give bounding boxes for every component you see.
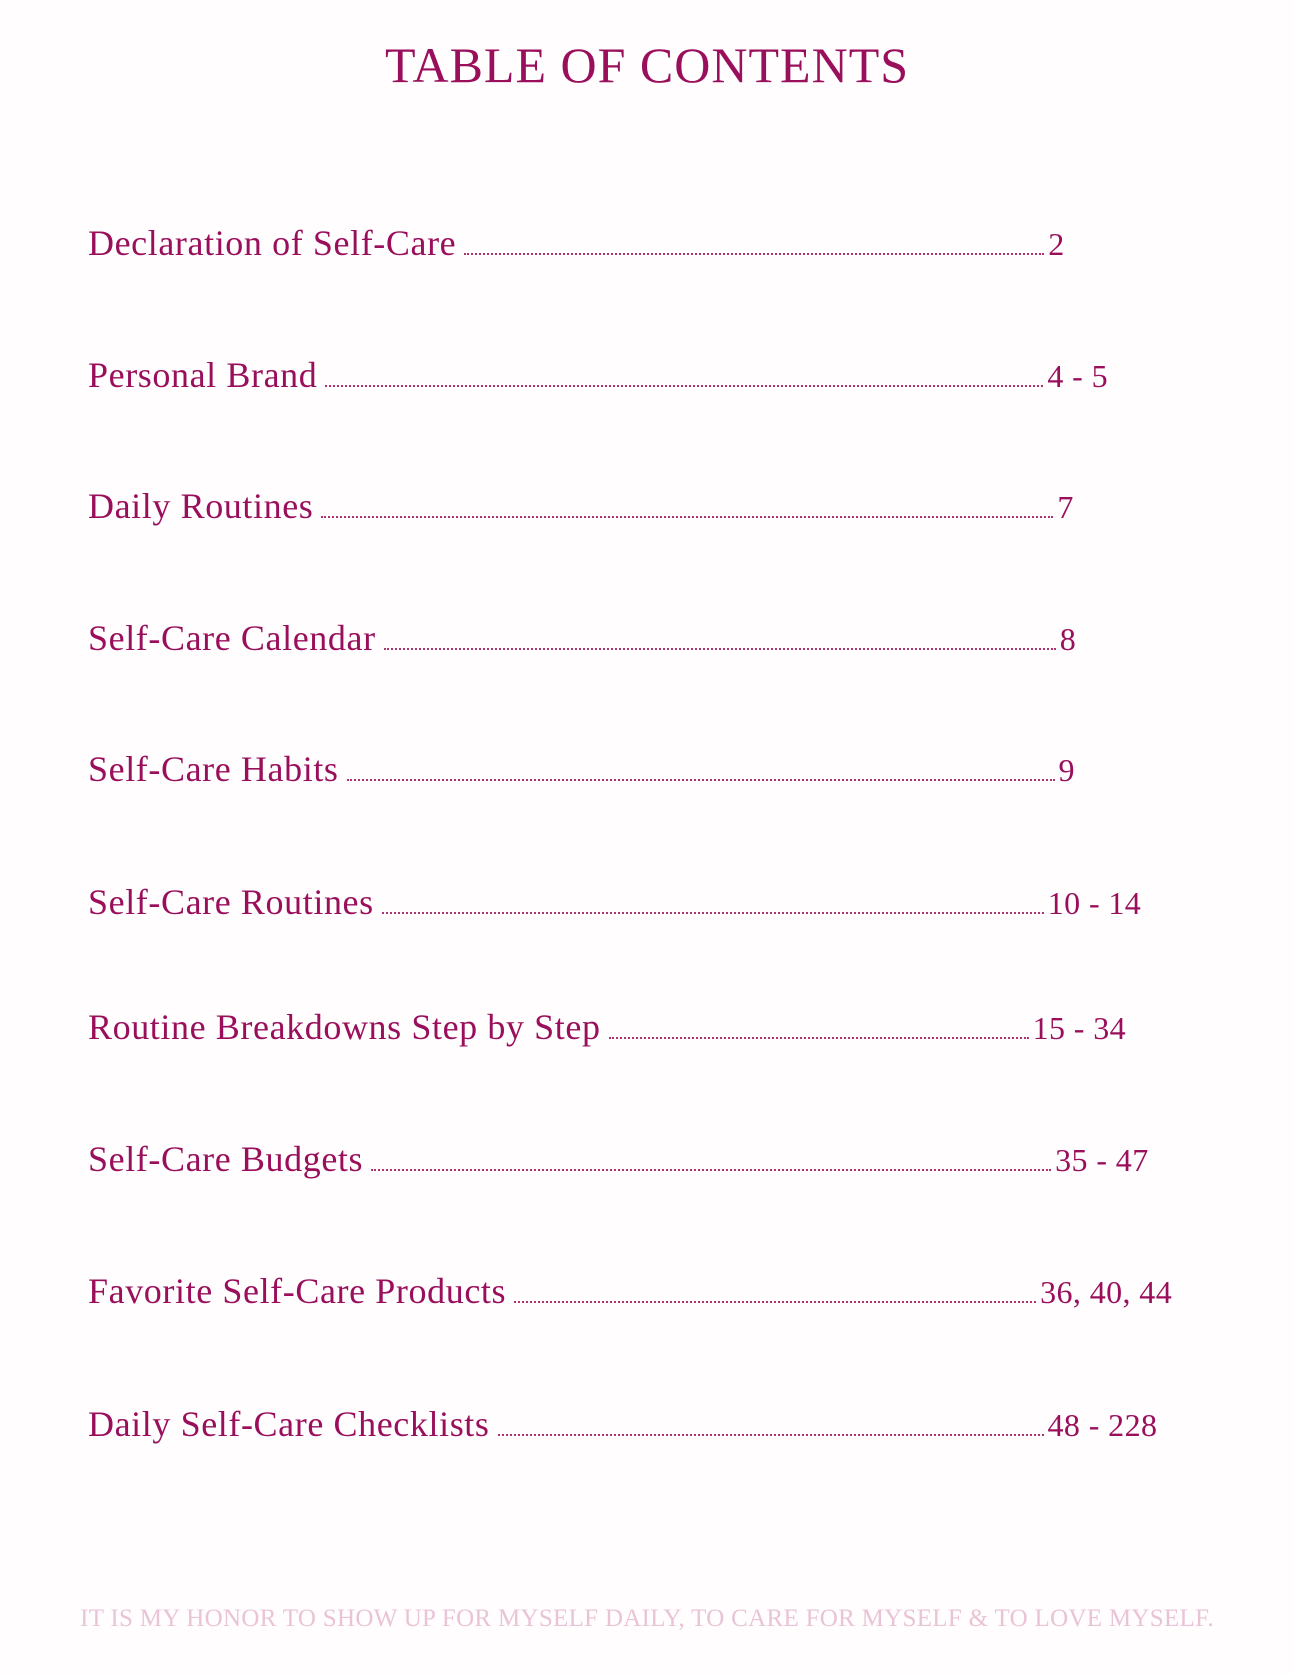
toc-entry-label: Personal Brand bbox=[88, 355, 318, 395]
affirmation-footer: IT IS MY HONOR TO SHOW UP FOR MYSELF DAILY, TO CARE FOR MYSELF & TO LOVE MYSELF. bbox=[80, 1605, 1214, 1632]
toc-entry-page: 10 - 14 bbox=[1047, 885, 1142, 921]
toc-entry-page: 36, 40, 44 bbox=[1040, 1274, 1173, 1310]
toc-entry[interactable] bbox=[88, 354, 1108, 396]
toc-entry[interactable] bbox=[88, 881, 1141, 923]
dot-leader bbox=[384, 645, 1056, 650]
toc-entry-label: Declaration of Self-Care bbox=[88, 223, 457, 263]
toc-entry-page: 9 bbox=[1058, 752, 1075, 788]
page-title: TABLE OF CONTENTS bbox=[384, 37, 910, 93]
dot-leader bbox=[347, 776, 1055, 781]
dot-leader bbox=[464, 250, 1044, 255]
dot-leader bbox=[609, 1034, 1029, 1039]
toc-entry-page: 7 bbox=[1057, 489, 1074, 525]
toc-entry-label: Self-Care Calendar bbox=[88, 618, 376, 658]
dot-leader bbox=[325, 382, 1043, 387]
toc-entry-label: Self-Care Habits bbox=[88, 749, 339, 789]
toc-entry-page: 15 - 34 bbox=[1032, 1010, 1127, 1046]
toc-entry[interactable] bbox=[88, 1006, 1126, 1048]
dot-leader bbox=[498, 1431, 1044, 1436]
toc-entry[interactable] bbox=[88, 748, 1075, 790]
toc-entry[interactable] bbox=[88, 1270, 1172, 1312]
toc-entry-page: 35 - 47 bbox=[1055, 1142, 1149, 1178]
dot-leader bbox=[382, 909, 1044, 914]
toc-entry-page: 2 bbox=[1048, 226, 1065, 262]
toc-entry-label: Self-Care Routines bbox=[88, 882, 374, 922]
toc-entry-page: 8 bbox=[1059, 621, 1077, 657]
toc-entry[interactable] bbox=[88, 1403, 1157, 1445]
toc-entry[interactable] bbox=[88, 617, 1076, 659]
toc-entry-label: Daily Self-Care Checklists bbox=[88, 1404, 490, 1444]
toc-entry[interactable] bbox=[88, 485, 1074, 527]
toc-entry-label: Daily Routines bbox=[88, 486, 314, 526]
toc-entry-page: 48 - 228 bbox=[1047, 1407, 1158, 1443]
toc-entry-label: Self-Care Budgets bbox=[88, 1139, 364, 1179]
dot-leader bbox=[321, 513, 1053, 518]
dot-leader bbox=[371, 1166, 1051, 1171]
toc-entry-page: 4 - 5 bbox=[1047, 358, 1109, 394]
dot-leader bbox=[514, 1298, 1036, 1303]
toc-entry-label: Favorite Self-Care Products bbox=[88, 1271, 507, 1311]
toc-entry[interactable] bbox=[88, 222, 1065, 264]
toc-entry-label: Routine Breakdowns Step by Step bbox=[88, 1007, 601, 1047]
toc-entry[interactable] bbox=[88, 1138, 1149, 1180]
